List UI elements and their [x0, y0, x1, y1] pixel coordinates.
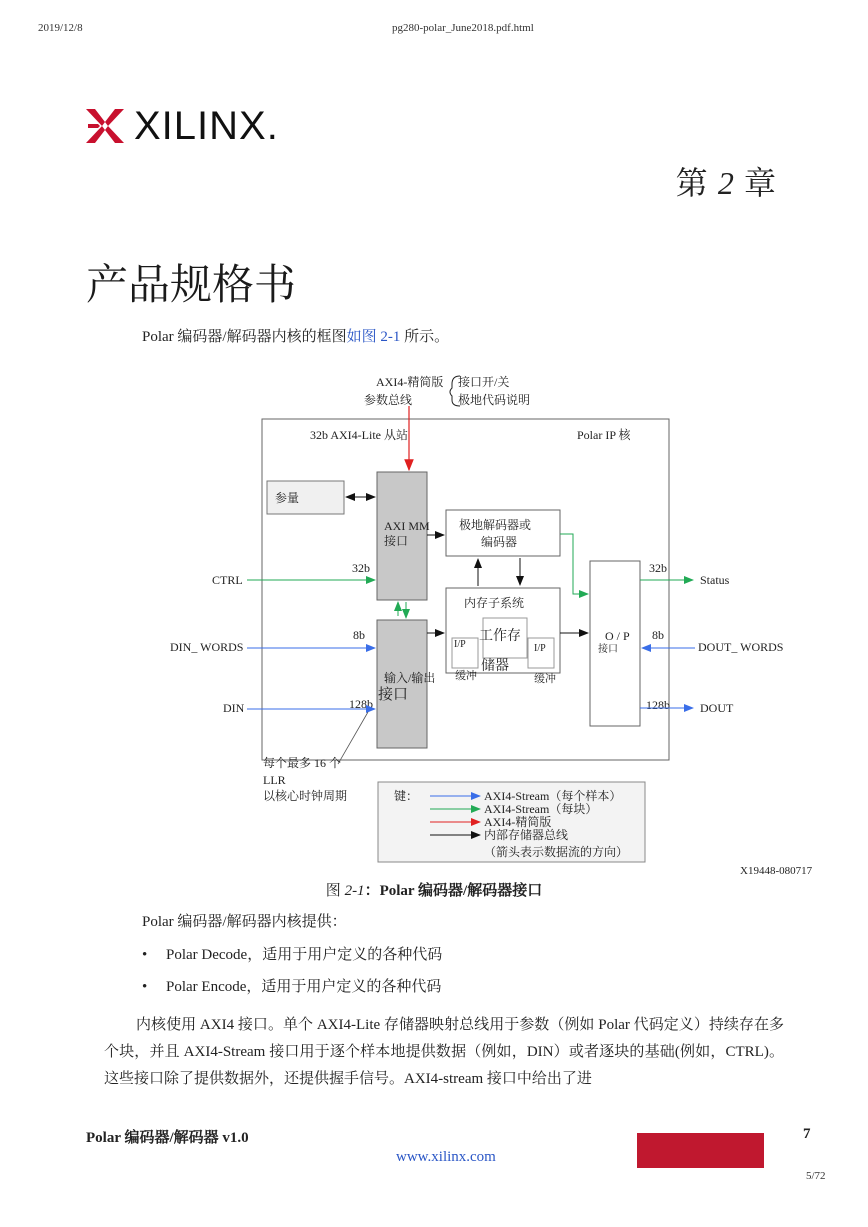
status-label: Status — [700, 573, 730, 587]
decoder-label: 极地解码器或 — [459, 518, 532, 532]
intro-text-end: 所示。 — [400, 329, 450, 345]
width-128b-left: 128b — [349, 697, 373, 711]
param-bus-label: 参数总线 — [364, 393, 413, 407]
op-label-2: 接口 — [598, 644, 618, 655]
logo-text: XILINX. — [134, 104, 279, 148]
page-title: 产品规格书 — [86, 260, 297, 309]
op-label: O / P — [605, 629, 630, 643]
legend-text-3: AXI4-精简版 — [484, 815, 552, 829]
chapter-suffix: 章 — [743, 164, 776, 202]
llr-note-2: LLR — [263, 773, 286, 787]
decoder-label-2: 编码器 — [481, 535, 518, 549]
bullet-text: Polar Encode，适用于用户定义的各种代码 — [166, 979, 442, 995]
width-32b-right: 32b — [649, 561, 667, 575]
legend-text-1: AXI4-Stream（每个样本） — [484, 789, 622, 803]
legend-text-2: AXI4-Stream（每块） — [484, 802, 598, 816]
io-label: 输入/输出 — [384, 671, 436, 685]
working-memory-label: 工作存 — [479, 629, 521, 644]
print-date: 2019/12/8 — [38, 22, 83, 34]
ctrl-signal-label: CTRL — [212, 573, 243, 587]
figure-link[interactable]: 如图 2-1 — [346, 329, 401, 345]
axi-lite-label: AXI4-精简版 — [376, 375, 444, 389]
footer-red-bar — [637, 1133, 764, 1168]
llr-note-3: 以核心时钟周期 — [263, 789, 348, 803]
working-memory-label-2: 储器 — [481, 659, 509, 674]
axi-lite-slave-label: 32b AXI4-Lite 从站 — [310, 428, 408, 442]
footer-doc-title: Polar 编码器/解码器 v1.0 — [86, 1130, 249, 1146]
buffer-left-label: 缓冲 — [455, 670, 477, 682]
bullet-text: Polar Decode，适用于用户定义的各种代码 — [166, 947, 443, 963]
block-diagram — [150, 366, 840, 878]
din-words-label: DIN_ WORDS — [170, 640, 244, 654]
decoder-box — [446, 510, 560, 556]
chapter-heading — [676, 158, 776, 204]
intro-paragraph — [142, 325, 449, 346]
ip-right-label: I/P — [534, 643, 546, 654]
bullet-item — [142, 975, 441, 996]
legend-text-4: 内部存储器总线 — [484, 828, 569, 842]
width-8b-right: 8b — [652, 628, 664, 642]
caption-text: ：Polar 编码器/解码器接口 — [364, 883, 543, 899]
axi-mm-label-2: 接口 — [384, 534, 409, 548]
caption-number: 2-1 — [344, 883, 365, 899]
dout-label: DOUT — [700, 701, 734, 715]
width-32b-left: 32b — [352, 561, 370, 575]
body-paragraph: 内核使用 AXI4 接口。单个 AXI4-Lite 存储器映射总线用于参数（例如 Polar 代码定义）持续存在多个块，并且 AXI4-Stream 接口用于逐个样本地提供数据（例如，DIN）或者逐块的基础(例如，CTRL)。这些接口除了提供数据外，还提供握手信号。AXI4-stream 接口中给出了进 — [104, 1017, 784, 1087]
ip-core-label: Polar IP 核 — [577, 428, 631, 442]
intro-text: Polar 编码器/解码器内核的框图 — [142, 329, 347, 345]
ip-left-label: I/P — [454, 639, 466, 650]
width-8b-left: 8b — [353, 628, 365, 642]
chapter-number: 2 — [717, 165, 734, 201]
legend-key: 键： — [394, 789, 419, 803]
bullet-dot: • — [142, 979, 148, 995]
chapter-prefix: 第 — [675, 164, 708, 202]
width-128b-right: 128b — [646, 698, 670, 712]
din-label: DIN — [223, 701, 245, 715]
dout-words-label: DOUT_ WORDS — [698, 640, 784, 654]
io-label-2: 接口 — [378, 687, 409, 703]
memory-subsystem-label: 内存子系统 — [464, 596, 525, 610]
figure-caption — [0, 879, 868, 900]
footer-page-number: 7 — [803, 1126, 811, 1142]
footer-website-link[interactable]: www.xilinx.com — [396, 1149, 496, 1165]
brace-label-1: 接口开/关 — [458, 375, 510, 389]
brace-label-2: 极地代码说明 — [458, 393, 531, 407]
figure-ref-id: X19448-080717 — [740, 865, 813, 877]
llr-note-1: 每个最多 16 个 — [263, 756, 342, 770]
bullet-item — [142, 943, 442, 964]
print-filename: pg280-polar_June2018.pdf.html — [392, 22, 534, 34]
provides-text: Polar 编码器/解码器内核提供： — [142, 914, 347, 930]
xilinx-logo — [86, 106, 279, 146]
buffer-right-label: 缓冲 — [534, 673, 556, 685]
xilinx-logo-icon — [86, 109, 124, 143]
page-count: 5/72 — [806, 1170, 826, 1182]
bullet-dot: • — [142, 947, 148, 963]
axi-mm-label: AXI MM — [384, 519, 430, 533]
legend-text-5: （箭头表示数据流的方向） — [484, 845, 629, 859]
param-label: 参量 — [275, 491, 300, 505]
caption-prefix: 图 — [325, 883, 345, 899]
